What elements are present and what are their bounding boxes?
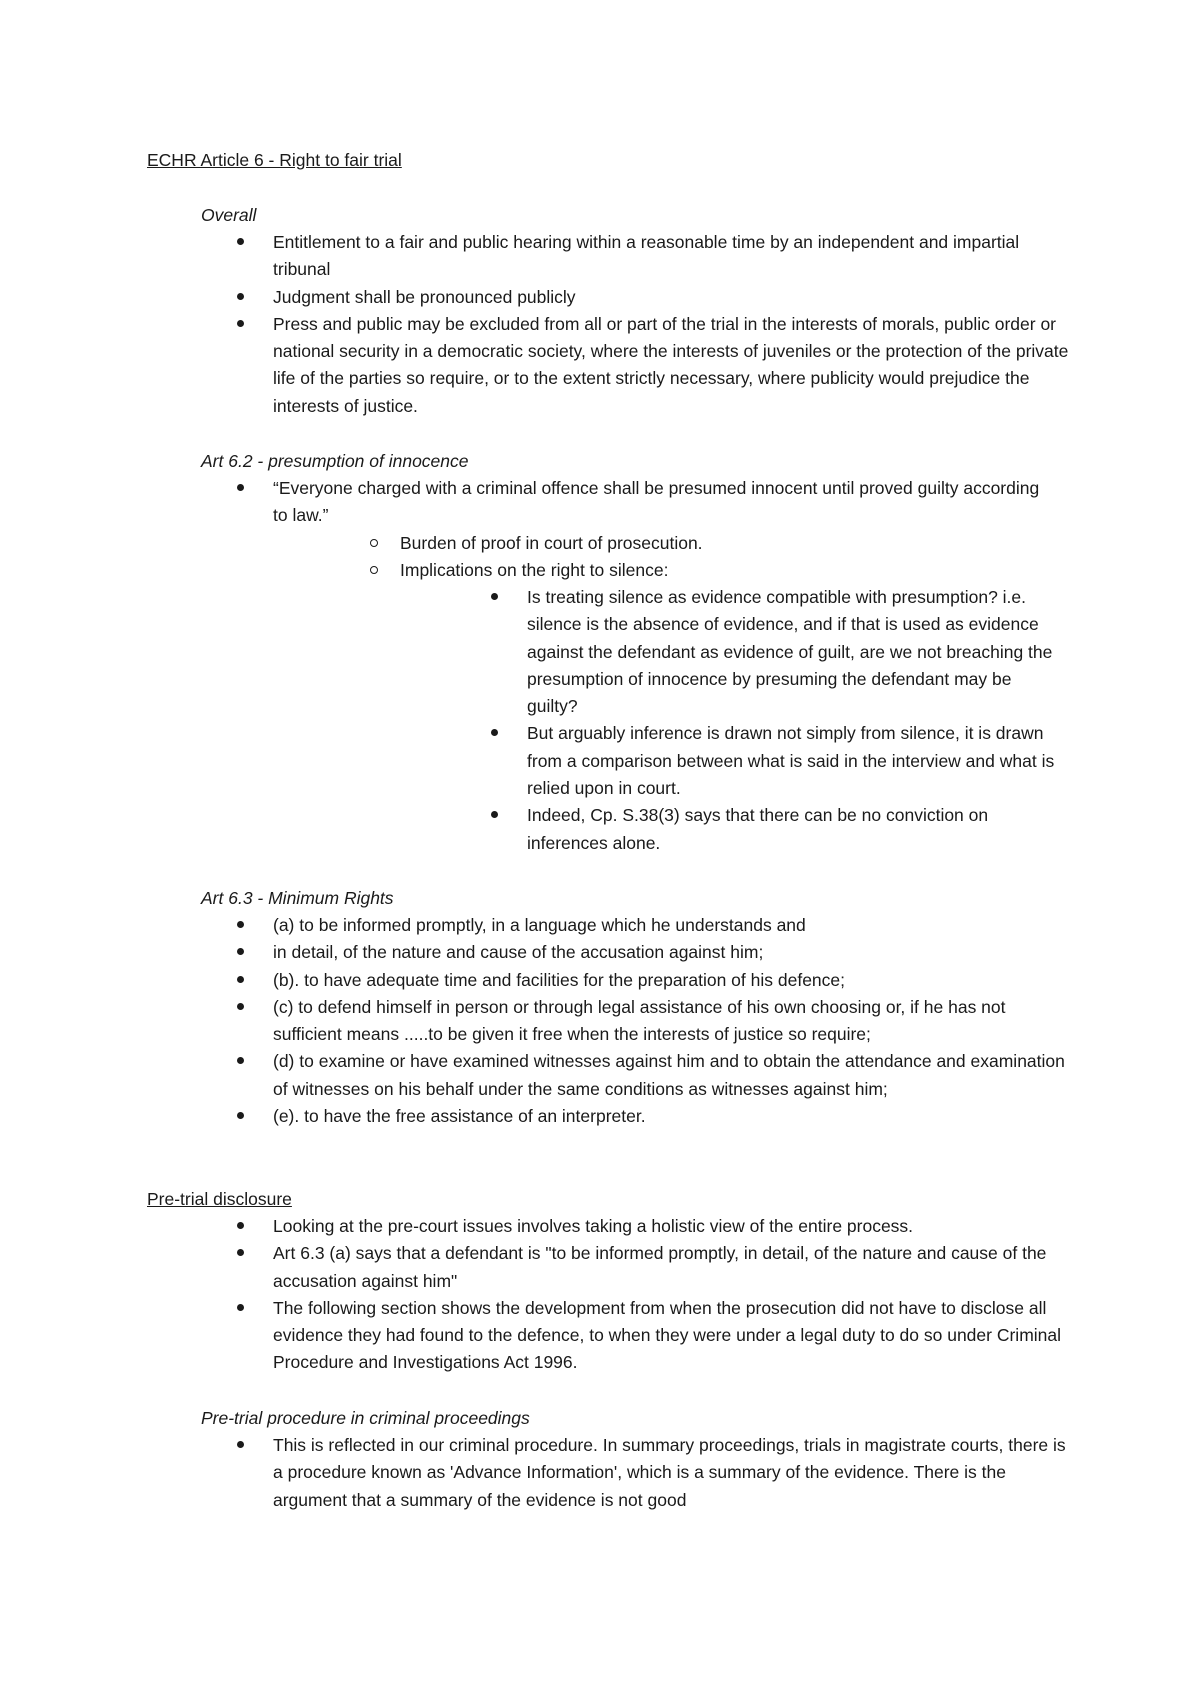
procedure-list	[273, 1432, 1073, 1514]
section-heading-art-6-3: Art 6.3 - Minimum Rights	[201, 888, 394, 908]
list-item: Entitlement to a fair and public hearing within a reasonable time by an independent and impartial tribunal	[273, 229, 1073, 284]
art62-subsub-list	[527, 584, 1062, 857]
section-heading-overall: Overall	[201, 205, 257, 225]
list-item: (e). to have the free assistance of an interpreter.	[273, 1103, 1073, 1130]
list-item: (b). to have adequate time and facilities for the preparation of his defence;	[273, 967, 1073, 994]
list-item: (d) to examine or have examined witnesses against him and to obtain the attendance and examination of witnesses on his behalf under the same conditions as witnesses against him;	[273, 1048, 1073, 1103]
art63-list	[273, 912, 1073, 1130]
list-item: The following section shows the development from when the prosecution did not have to disclose all evidence they had found to the defence, to when they were under a legal duty to do so under Criminal Procedure and Investigations Act 1996.	[273, 1295, 1073, 1377]
overall-list	[273, 229, 1073, 420]
list-item: Indeed, Cp. S.38(3) says that there can be no conviction on inferences alone.	[527, 802, 1062, 857]
list-item: Judgment shall be pronounced publicly	[273, 284, 1073, 311]
disclosure-list	[273, 1213, 1073, 1377]
list-item: Art 6.3 (a) says that a defendant is "to be informed promptly, in detail, of the nature and cause of the accusation against him"	[273, 1240, 1073, 1295]
section-heading-art-6-2: Art 6.2 - presumption of innocence	[201, 451, 469, 471]
section-heading-pre-trial-procedure: Pre-trial procedure in criminal proceedings	[201, 1408, 530, 1428]
art62-sub-list	[400, 530, 1040, 585]
list-item: Looking at the pre-court issues involves taking a holistic view of the entire process.	[273, 1213, 1073, 1240]
list-item: in detail, of the nature and cause of the accusation against him;	[273, 939, 1073, 966]
list-item: Is treating silence as evidence compatible with presumption? i.e. silence is the absence of evidence, and if that is used as evidence against the defendant as evidence of guilt, are we not breaching the presumption of innocence by presuming the defendant may be guilty?	[527, 584, 1062, 720]
list-item: (c) to defend himself in person or through legal assistance of his own choosing or, if he has not sufficient means .....to be given it free when the interests of justice so require;	[273, 994, 1073, 1049]
art62-list	[273, 475, 1053, 530]
section-heading-pre-trial-disclosure: Pre-trial disclosure	[147, 1189, 292, 1209]
list-item: (a) to be informed promptly, in a language which he understands and	[273, 912, 1073, 939]
list-item: Implications on the right to silence:	[400, 557, 1040, 584]
list-item: Press and public may be excluded from all or part of the trial in the interests of morals, public order or national security in a democratic society, where the interests of juveniles or the protection of the private life of the parties so require, or to the extent strictly necessary, where publicity would prejudice the interests of justice.	[273, 311, 1073, 420]
document-title: ECHR Article 6 - Right to fair trial	[147, 150, 402, 170]
list-item: “Everyone charged with a criminal offence shall be presumed innocent until proved guilty according to law.”	[273, 475, 1053, 530]
list-item: But arguably inference is drawn not simply from silence, it is drawn from a comparison between what is said in the interview and what is relied upon in court.	[527, 720, 1062, 802]
list-item: This is reflected in our criminal procedure. In summary proceedings, trials in magistrate courts, there is a procedure known as 'Advance Information', which is a summary of the evidence. There is the argument that a summary of the evidence is not good	[273, 1432, 1073, 1514]
list-item: Burden of proof in court of prosecution.	[400, 530, 1040, 557]
